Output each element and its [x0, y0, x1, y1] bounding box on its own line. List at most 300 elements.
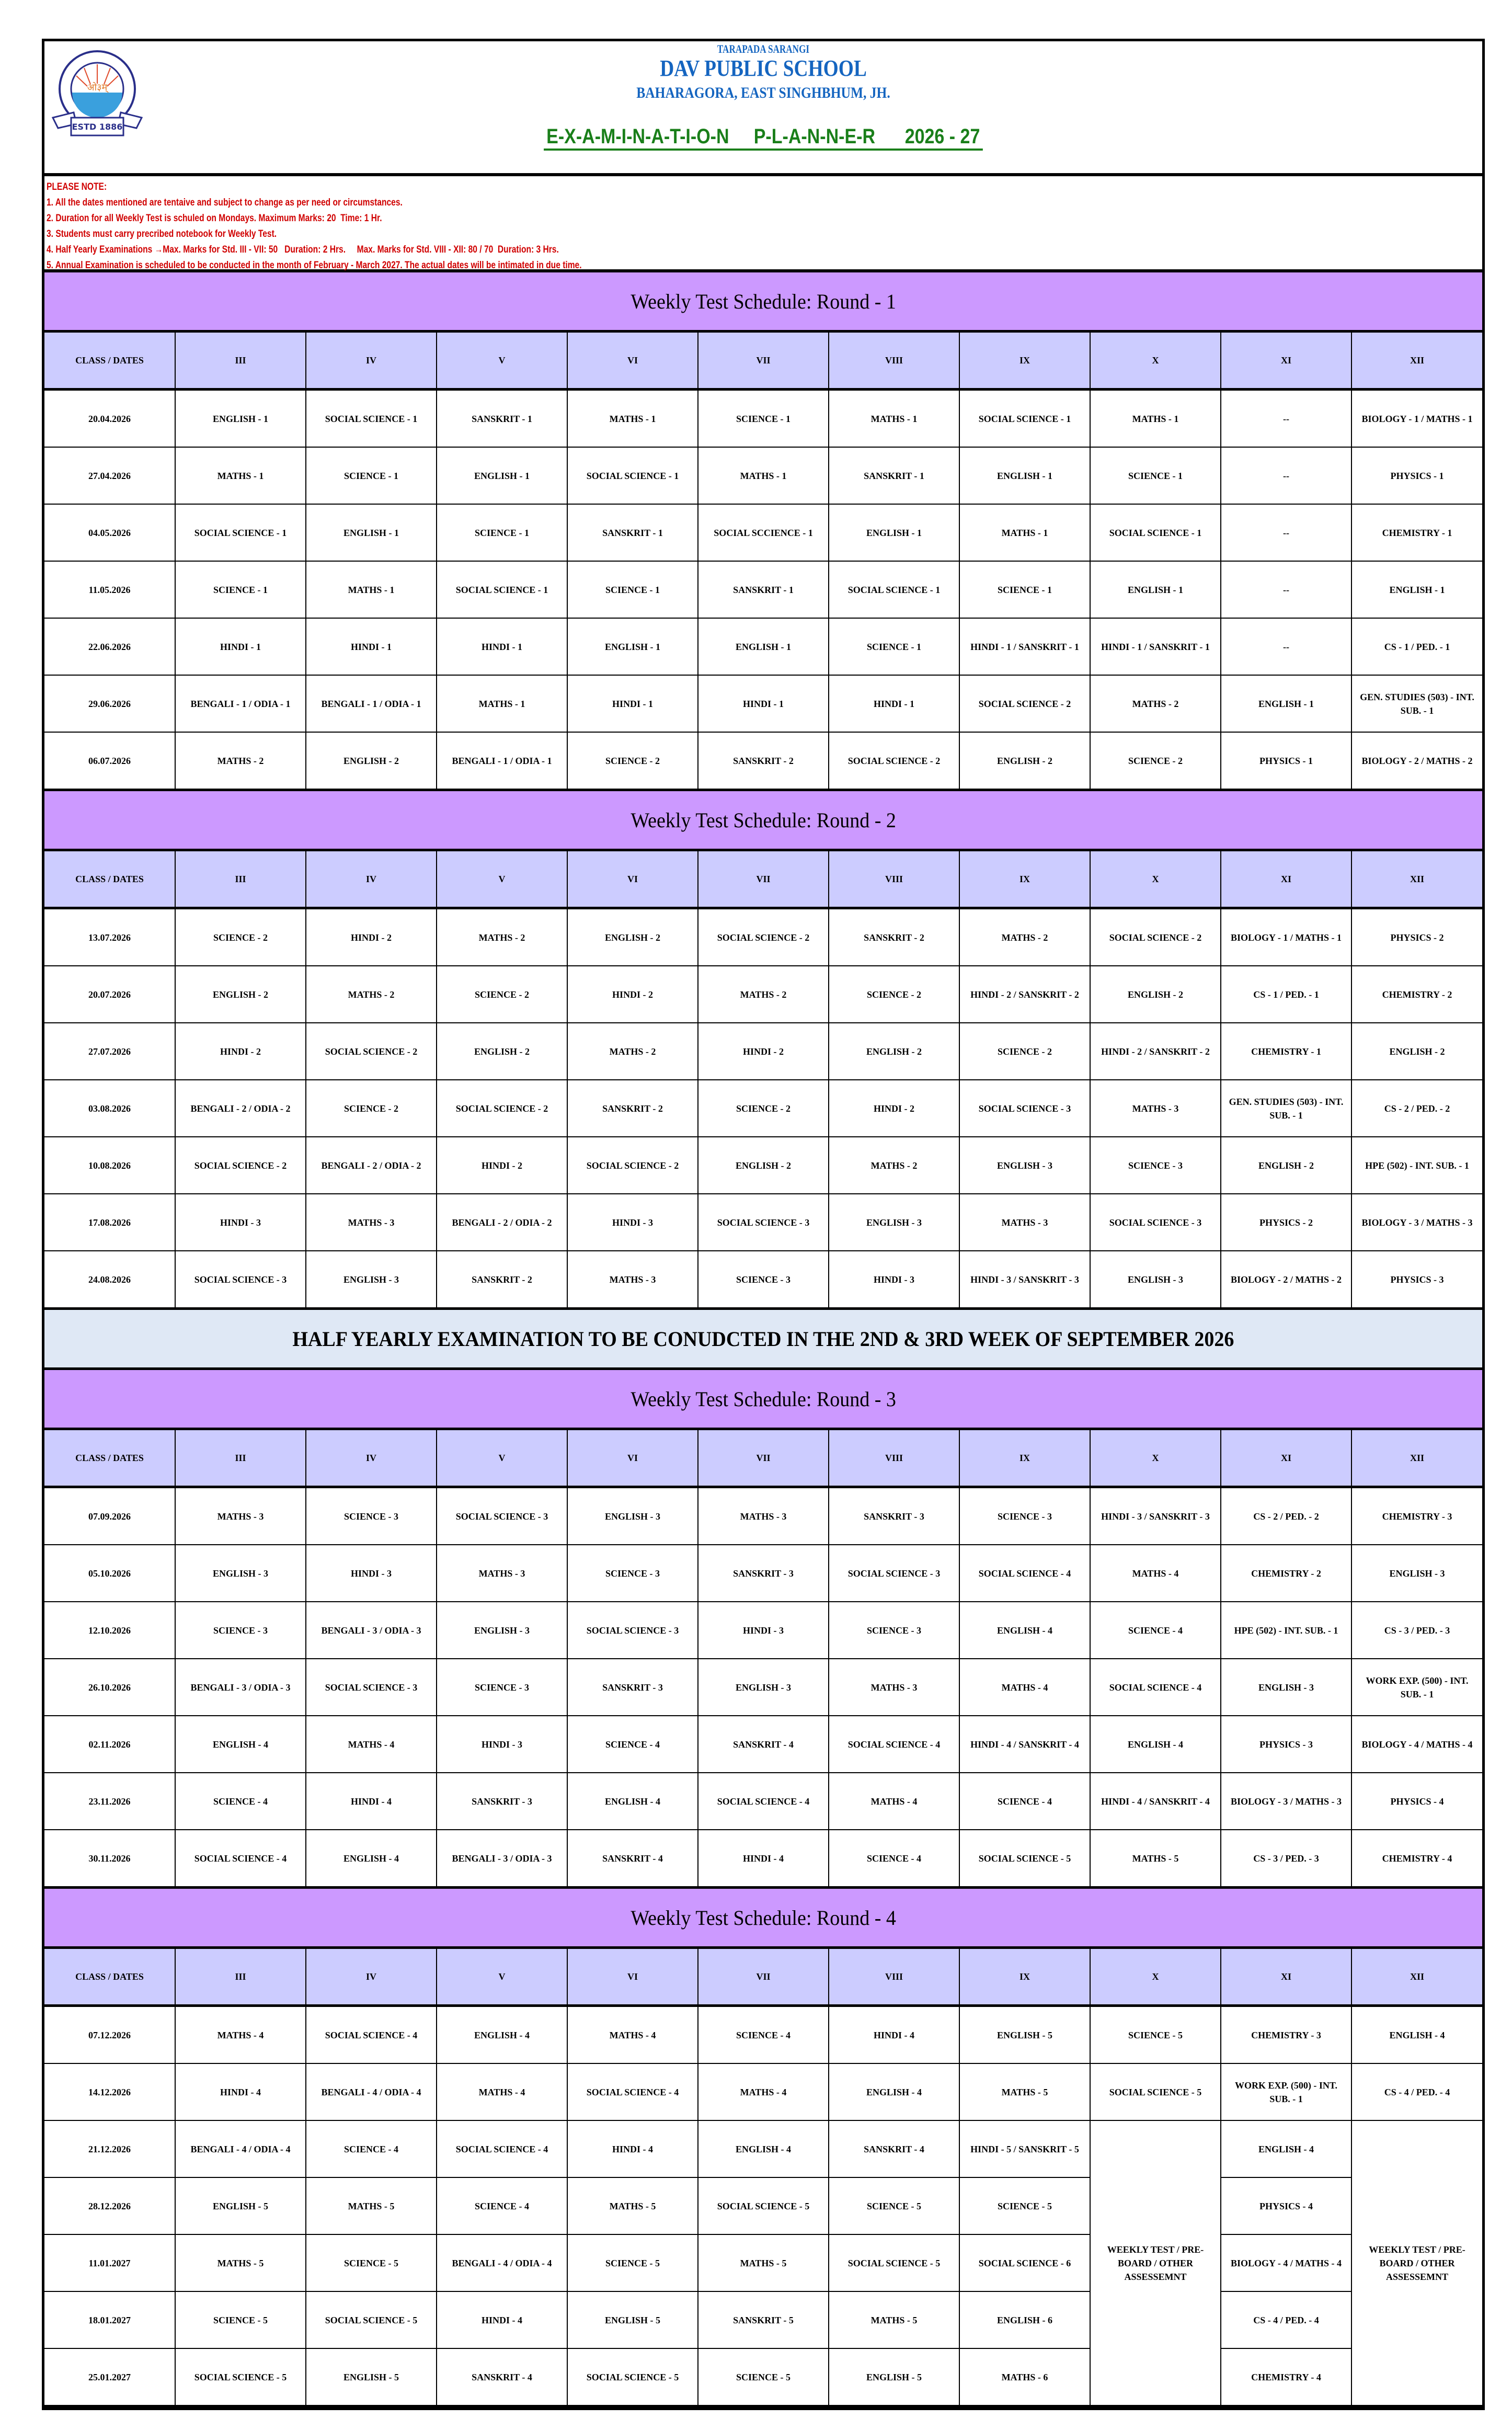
- subject-cell: [306, 504, 437, 561]
- column-header: VIII: [829, 333, 959, 390]
- note-item: 5. Annual Examination is scheduled to be conducted in the month of February - March 2027. The actual dates will be intimated in due time.: [47, 260, 582, 271]
- subject-name: SOCIAL SCIENCE - 3: [325, 1682, 418, 1693]
- subject-name: ENGLISH - 1: [1127, 584, 1184, 595]
- subject-cell: [437, 1080, 567, 1137]
- subject-name: SCIENCE - 4: [736, 2029, 791, 2040]
- column-header: III: [175, 851, 306, 908]
- subject-name: CHEMISTRY - 1: [1251, 1046, 1321, 1057]
- subject-name: CHEMISTRY - 2: [1251, 1568, 1321, 1579]
- subject-name: HINDI - 3: [350, 1568, 392, 1579]
- subject-cell: [567, 618, 698, 675]
- subject-name: ENGLISH - 3: [1389, 1568, 1445, 1579]
- subject-cell: [1351, 447, 1482, 504]
- subject-cell: [437, 1251, 567, 1309]
- subject-cell: [959, 1659, 1090, 1716]
- subject-cell: [1221, 2348, 1351, 2406]
- test-date: 20.07.2026: [88, 989, 131, 1000]
- column-header: V: [437, 1430, 567, 1487]
- subject-cell: [698, 1545, 829, 1602]
- subject-name: ENGLISH - 4: [735, 2143, 792, 2154]
- subject-cell: [829, 1659, 959, 1716]
- examination-planner-sheet: [42, 39, 1485, 2410]
- subject-cell: [437, 2234, 567, 2291]
- subject-cell: [175, 732, 306, 790]
- subject-cell: [1090, 2006, 1221, 2064]
- column-header: XI: [1221, 851, 1351, 908]
- column-header: IX: [959, 333, 1090, 390]
- subject-cell: [1090, 1659, 1221, 1716]
- subject-cell: [959, 1080, 1090, 1137]
- subject-name: MATHS - 1: [478, 698, 525, 709]
- subject-cell: [1351, 1251, 1482, 1309]
- test-date: 06.07.2026: [88, 755, 131, 766]
- subject-cell: [698, 1716, 829, 1773]
- subject-cell: [1221, 1487, 1351, 1545]
- subject-name: ENGLISH - 2: [1389, 1046, 1445, 1057]
- subject-cell: [437, 1023, 567, 1080]
- table-row: [44, 1487, 1482, 1545]
- subject-cell: [698, 1659, 829, 1716]
- subject-cell: [437, 732, 567, 790]
- subject-cell: [1351, 2006, 1482, 2064]
- subject-name: SCIENCE - 2: [1128, 755, 1183, 766]
- subject-cell: [959, 2120, 1090, 2177]
- subject-name: SCIENCE - 5: [343, 2257, 399, 2268]
- subject-cell: [567, 1080, 698, 1137]
- subject-name: SCIENCE - 5: [605, 2257, 660, 2268]
- subject-name: SCIENCE - 2: [736, 1103, 791, 1114]
- subject-name: MATHS - 2: [609, 1046, 656, 1057]
- subject-name: MATHS - 3: [348, 1217, 395, 1228]
- schedule-rounds: [44, 272, 1482, 2408]
- subject-cell: [1221, 504, 1351, 561]
- column-header: VI: [567, 1949, 698, 2006]
- date-cell: [44, 1773, 175, 1830]
- column-header: V: [437, 851, 567, 908]
- subject-name: SOCIAL SCIENCE - 4: [455, 2143, 548, 2154]
- subject-cell: [567, 1137, 698, 1194]
- subject-cell: [567, 2120, 698, 2177]
- subject-cell: [1221, 1545, 1351, 1602]
- subject-cell: [1351, 1602, 1482, 1659]
- subject-name: ENGLISH - 4: [1389, 2029, 1445, 2040]
- subject-cell: [959, 966, 1090, 1023]
- subject-cell: [1090, 1602, 1221, 1659]
- subject-cell: [175, 2006, 306, 2064]
- subject-cell: [959, 1545, 1090, 1602]
- subject-name: BENGALI - 2 / ODIA - 2: [321, 1160, 421, 1171]
- column-header: XII: [1351, 851, 1482, 908]
- subject-name: SCIENCE - 5: [213, 2314, 268, 2325]
- table-row: [44, 1773, 1482, 1830]
- subject-cell: [698, 675, 829, 732]
- subject-cell: [306, 1602, 437, 1659]
- subject-name: SOCIAL SCIENCE - 3: [847, 1568, 941, 1579]
- test-date: 27.07.2026: [88, 1046, 131, 1057]
- subject-name: ENGLISH - 1: [735, 641, 792, 652]
- subject-name: HINDI - 5 / SANSKRIT - 5: [970, 2143, 1079, 2154]
- date-cell: [44, 2291, 175, 2348]
- subject-cell: [698, 2234, 829, 2291]
- subject-cell: [1351, 618, 1482, 675]
- subject-name: ENGLISH - 2: [866, 1046, 922, 1057]
- table-row: [44, 1545, 1482, 1602]
- subject-cell: [1090, 390, 1221, 448]
- subject-cell: [567, 447, 698, 504]
- subject-cell: [437, 1487, 567, 1545]
- column-header: VI: [567, 851, 698, 908]
- svg-text:ओ३म्: ओ३म्: [87, 82, 108, 93]
- subject-name: HINDI - 1 / SANSKRIT - 1: [1101, 641, 1210, 652]
- subject-cell: [959, 390, 1090, 448]
- subject-name: CHEMISTRY - 3: [1251, 2029, 1321, 2040]
- round-banner-4: [44, 1889, 1482, 1949]
- column-header-row: [44, 851, 1482, 908]
- test-date: 22.06.2026: [88, 641, 131, 652]
- subject-name: MATHS - 2: [1001, 932, 1048, 943]
- svg-text:ESTD 1886: ESTD 1886: [72, 122, 123, 132]
- round-title: Weekly Test Schedule: Round - 2: [631, 808, 896, 832]
- subject-name: HINDI - 1: [742, 698, 784, 709]
- subject-name: ENGLISH - 1: [996, 470, 1053, 481]
- subject-name: MATHS - 5: [1132, 1853, 1179, 1864]
- subject-name: BIOLOGY - 4 / MATHS - 4: [1361, 1739, 1473, 1750]
- date-cell: [44, 1830, 175, 1888]
- subject-cell: [959, 2291, 1090, 2348]
- subject-name: --: [1283, 470, 1289, 481]
- subject-name: --: [1283, 413, 1289, 424]
- subject-name: MATHS - 3: [217, 1511, 264, 1522]
- column-header: IV: [306, 1430, 437, 1487]
- subject-name: PHYSICS - 4: [1259, 2200, 1313, 2211]
- subject-cell: [1221, 2177, 1351, 2234]
- subject-cell: [306, 618, 437, 675]
- subject-cell: [437, 1773, 567, 1830]
- table-row: [44, 1602, 1482, 1659]
- column-header: CLASS / DATES: [44, 1949, 175, 2006]
- subject-cell: [175, 1716, 306, 1773]
- subject-name: SOCIAL SCIENCE - 2: [194, 1160, 287, 1171]
- subject-name: CHEMISTRY - 3: [1382, 1511, 1452, 1522]
- subject-cell: [567, 966, 698, 1023]
- subject-cell: [1090, 966, 1221, 1023]
- subject-cell: [306, 1830, 437, 1888]
- subject-name: SCIENCE - 2: [343, 1103, 399, 1114]
- subject-cell: [437, 1137, 567, 1194]
- date-cell: [44, 390, 175, 448]
- test-date: 29.06.2026: [88, 698, 131, 709]
- subject-cell: [698, 2177, 829, 2234]
- test-date: 26.10.2026: [88, 1682, 131, 1693]
- subject-cell: [175, 1023, 306, 1080]
- subject-name: SANSKRIT - 3: [602, 1682, 663, 1693]
- subject-name: SOCIAL SCIENCE - 2: [1109, 932, 1202, 943]
- subject-cell: [437, 966, 567, 1023]
- table-row: [44, 618, 1482, 675]
- subject-name: BIOLOGY - 2 / MATHS - 2: [1361, 755, 1473, 766]
- subject-cell: [1351, 561, 1482, 618]
- subject-name: SOCIAL SCIENCE - 5: [978, 1853, 1071, 1864]
- date-cell: [44, 732, 175, 790]
- subject-cell: [175, 1137, 306, 1194]
- subject-name: MATHS - 4: [1132, 1568, 1179, 1579]
- subject-cell: [698, 390, 829, 448]
- subject-name: SCIENCE - 1: [343, 470, 399, 481]
- subject-name: MATHS - 4: [609, 2029, 656, 2040]
- subject-name: SOCIAL SCIENCE - 4: [194, 1853, 287, 1864]
- subject-name: MATHS - 5: [609, 2200, 656, 2211]
- table-row: [44, 1716, 1482, 1773]
- subject-name: SCIENCE - 4: [605, 1739, 660, 1750]
- subject-name: SOCIAL SCIENCE - 5: [1109, 2086, 1202, 2097]
- subject-cell: [1221, 618, 1351, 675]
- subject-cell: [698, 1487, 829, 1545]
- round-banner-3: [44, 1370, 1482, 1430]
- subject-cell: [306, 1487, 437, 1545]
- table-row: [44, 675, 1482, 732]
- subject-cell: [306, 1773, 437, 1830]
- subject-cell: [567, 1830, 698, 1888]
- round-title: Weekly Test Schedule: Round - 3: [631, 1387, 896, 1411]
- subject-name: SOCIAL SCIENCE - 5: [194, 2371, 287, 2382]
- subject-cell: [437, 390, 567, 448]
- subject-name: ENGLISH - 4: [604, 1796, 661, 1807]
- subject-name: MATHS - 2: [217, 755, 264, 766]
- subject-cell: [567, 1716, 698, 1773]
- notes-heading: PLEASE NOTE:: [47, 181, 107, 192]
- subject-name: MATHS - 5: [217, 2257, 264, 2268]
- subject-name: BIOLOGY - 1 / MATHS - 1: [1361, 413, 1473, 424]
- subject-name: MATHS - 2: [740, 989, 787, 1000]
- subject-cell: [829, 1830, 959, 1888]
- column-header: IV: [306, 851, 437, 908]
- column-header: VII: [698, 1430, 829, 1487]
- date-cell: [44, 2063, 175, 2120]
- subject-cell: [306, 2291, 437, 2348]
- subject-cell: [829, 2120, 959, 2177]
- subject-name: MATHS - 3: [740, 1511, 787, 1522]
- table-row: [44, 1194, 1482, 1251]
- subject-cell: [698, 1194, 829, 1251]
- subject-cell: [959, 1137, 1090, 1194]
- subject-cell: [567, 1251, 698, 1309]
- subject-name: ENGLISH - 4: [474, 2029, 530, 2040]
- test-date: 17.08.2026: [88, 1217, 131, 1228]
- subject-cell: [306, 1545, 437, 1602]
- table-row: [44, 504, 1482, 561]
- column-header: X: [1090, 333, 1221, 390]
- subject-name: SANSKRIT - 2: [472, 1274, 532, 1285]
- subject-cell: [1090, 618, 1221, 675]
- subject-cell: [1090, 447, 1221, 504]
- subject-cell: [567, 1487, 698, 1545]
- column-header: VIII: [829, 1430, 959, 1487]
- column-header: XII: [1351, 333, 1482, 390]
- subject-cell: [829, 1137, 959, 1194]
- subject-cell: [175, 1194, 306, 1251]
- date-cell: [44, 1023, 175, 1080]
- subject-cell: [698, 447, 829, 504]
- subject-name: MATHS - 4: [870, 1796, 918, 1807]
- subject-name: SOCIAL SCIENCE - 3: [455, 1511, 548, 1522]
- planner-header: [44, 41, 1482, 176]
- subject-name: HINDI - 3: [481, 1739, 522, 1750]
- subject-cell: [306, 561, 437, 618]
- subject-cell: [829, 1602, 959, 1659]
- subject-name: --: [1283, 641, 1289, 652]
- date-cell: [44, 1545, 175, 1602]
- subject-name: HINDI - 4 / SANSKRIT - 4: [970, 1739, 1079, 1750]
- test-date: 04.05.2026: [88, 527, 131, 538]
- subject-cell: [1221, 1830, 1351, 1888]
- subject-name: ENGLISH - 2: [212, 989, 269, 1000]
- subject-name: MATHS - 4: [1001, 1682, 1048, 1693]
- subject-cell: [698, 732, 829, 790]
- subject-name: MATHS - 1: [740, 470, 787, 481]
- subject-name: SOCIAL SCIENCE - 1: [978, 413, 1071, 424]
- test-date: 12.10.2026: [88, 1625, 131, 1636]
- subject-name: SOCIAL SCIENCE - 3: [586, 1625, 679, 1636]
- table-row: [44, 732, 1482, 790]
- subject-name: PHYSICS - 3: [1259, 1739, 1313, 1750]
- subject-name: BENGALI - 2 / ODIA - 2: [190, 1103, 291, 1114]
- subject-name: CS - 2 / PED. - 2: [1253, 1511, 1319, 1522]
- subject-cell: [829, 1773, 959, 1830]
- subject-cell: [829, 2063, 959, 2120]
- subject-name: HINDI - 4: [873, 2029, 914, 2040]
- subject-cell: [959, 1487, 1090, 1545]
- date-cell: [44, 2234, 175, 2291]
- subject-name: SOCIAL SCIENCE - 4: [586, 2086, 679, 2097]
- subject-name: ENGLISH - 1: [1389, 584, 1445, 595]
- subject-cell: [1351, 1716, 1482, 1773]
- subject-name: GEN. STUDIES (503) - INT. SUB. - 1: [1229, 1096, 1344, 1121]
- subject-cell: [698, 2063, 829, 2120]
- subject-name: MATHS - 3: [609, 1274, 656, 1285]
- table-row: [44, 1830, 1482, 1888]
- subject-cell: [175, 2120, 306, 2177]
- subject-name: MATHS - 4: [217, 2029, 264, 2040]
- subject-name: SCIENCE - 2: [997, 1046, 1052, 1057]
- subject-cell: [306, 2234, 437, 2291]
- subject-cell: [175, 618, 306, 675]
- subject-cell: [175, 561, 306, 618]
- subject-name: HINDI - 2 / SANSKRIT - 2: [1101, 1046, 1210, 1057]
- subject-cell: [306, 2348, 437, 2406]
- subject-name: MATHS - 4: [478, 2086, 525, 2097]
- subject-name: MATHS - 1: [870, 413, 918, 424]
- subject-name: SANSKRIT - 5: [733, 2314, 794, 2325]
- subject-name: ENGLISH - 1: [604, 641, 661, 652]
- subject-name: --: [1283, 584, 1289, 595]
- subject-cell: [437, 2006, 567, 2064]
- subject-name: ENGLISH - 1: [866, 527, 922, 538]
- subject-cell: [1090, 908, 1221, 966]
- subject-name: MATHS - 5: [1001, 2086, 1048, 2097]
- table-row: [44, 908, 1482, 966]
- subject-cell: [437, 561, 567, 618]
- column-header: III: [175, 1949, 306, 2006]
- subject-name: SCIENCE - 3: [474, 1682, 530, 1693]
- subject-name: SCIENCE - 1: [866, 641, 922, 652]
- subject-name: PHYSICS - 2: [1259, 1217, 1313, 1228]
- subject-cell: [306, 447, 437, 504]
- subject-name: SOCIAL SCIENCE - 5: [847, 2257, 941, 2268]
- subject-cell: [1221, 1716, 1351, 1773]
- subject-cell: [959, 504, 1090, 561]
- subject-cell: [1221, 447, 1351, 504]
- subject-cell: [437, 1659, 567, 1716]
- date-cell: [44, 1251, 175, 1309]
- subject-cell: [567, 1659, 698, 1716]
- subject-cell: [567, 390, 698, 448]
- subject-cell: [959, 2063, 1090, 2120]
- subject-cell: [175, 1773, 306, 1830]
- subject-name: SCIENCE - 2: [474, 989, 530, 1000]
- column-header: XI: [1221, 1949, 1351, 2006]
- column-header-row: [44, 333, 1482, 390]
- subject-name: SOCIAL SCIENCE - 5: [325, 2314, 418, 2325]
- subject-name: MATHS - 5: [740, 2257, 787, 2268]
- subject-cell: [567, 1602, 698, 1659]
- subject-name: BIOLOGY - 3 / MATHS - 3: [1361, 1217, 1473, 1228]
- subject-cell: [829, 966, 959, 1023]
- subject-cell: [1351, 1659, 1482, 1716]
- subject-name: ENGLISH - 3: [604, 1511, 661, 1522]
- subject-cell: [698, 1023, 829, 1080]
- subject-name: SANSKRIT - 2: [733, 755, 794, 766]
- subject-cell: [306, 390, 437, 448]
- subject-name: CS - 3 / PED. - 3: [1384, 1625, 1450, 1636]
- subject-name: ENGLISH - 5: [343, 2371, 399, 2382]
- subject-name: MATHS - 5: [348, 2200, 395, 2211]
- test-date: 13.07.2026: [88, 932, 131, 943]
- subject-cell: [437, 2120, 567, 2177]
- subject-name: SCIENCE - 4: [1128, 1625, 1183, 1636]
- subject-name: ENGLISH - 4: [1258, 2143, 1314, 2154]
- subject-name: BENGALI - 4 / ODIA - 4: [190, 2143, 291, 2154]
- subject-cell: [1221, 1023, 1351, 1080]
- table-row: [44, 1080, 1482, 1137]
- subject-cell: [1090, 1716, 1221, 1773]
- note-item: 4. Half Yearly Examinations →Max. Marks for Std. III - VII: 50 Duration: 2 Hrs. Max. Marks for Std. VIII - XII: 80 / 70 Duration: 3 Hrs.: [47, 244, 559, 255]
- subject-cell: [1221, 1659, 1351, 1716]
- subject-cell: [698, 504, 829, 561]
- column-header: V: [437, 1949, 567, 2006]
- test-date: 23.11.2026: [88, 1796, 131, 1807]
- subject-cell: [175, 1602, 306, 1659]
- subject-name: ENGLISH - 4: [866, 2086, 922, 2097]
- subject-cell: [175, 447, 306, 504]
- table-row: [44, 447, 1482, 504]
- subject-name: MATHS - 1: [217, 470, 264, 481]
- subject-cell: [959, 1251, 1090, 1309]
- subject-name: SOCIAL SCIENCE - 2: [717, 932, 810, 943]
- subject-name: SOCIAL SCIENCE - 3: [717, 1217, 810, 1228]
- test-date: 28.12.2026: [88, 2200, 131, 2211]
- subject-name: PHYSICS - 4: [1390, 1796, 1444, 1807]
- subject-name: ENGLISH - 4: [343, 1853, 399, 1864]
- date-cell: [44, 561, 175, 618]
- subject-name: CHEMISTRY - 4: [1251, 2371, 1321, 2382]
- subject-name: SANSKRIT - 1: [864, 470, 924, 481]
- subject-name: CS - 4 / PED. - 4: [1253, 2314, 1319, 2325]
- subject-cell: [829, 2234, 959, 2291]
- test-date: 10.08.2026: [88, 1160, 131, 1171]
- subject-cell: [437, 504, 567, 561]
- subject-name: CS - 3 / PED. - 3: [1253, 1853, 1319, 1864]
- subject-cell: [1221, 2291, 1351, 2348]
